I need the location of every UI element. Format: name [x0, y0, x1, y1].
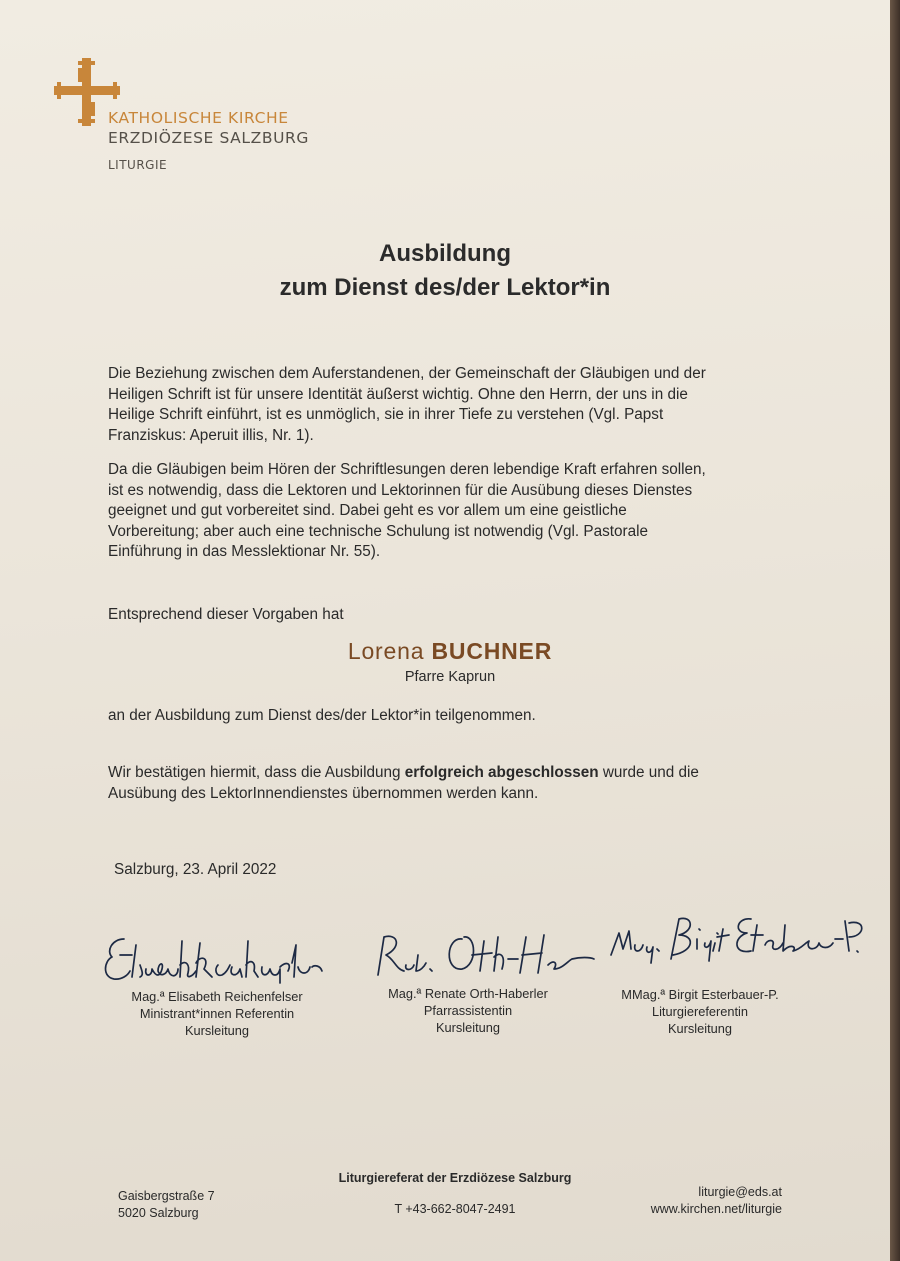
recipient-name [0, 638, 900, 665]
signatory-role: Liturgiereferentin [651, 1004, 749, 1019]
recipient-first-name: Lorena [347, 638, 425, 664]
paragraph-line: Die Beziehung zwischen dem Auferstandenen, der Gemeinschaft der Gläubigen und der [108, 365, 706, 382]
participation-text: an der Ausbildung zum Dienst des/der Lektor*in teilgenommen. [108, 707, 536, 724]
signature-orth-haberler-icon [368, 925, 596, 983]
footer-phone: T +43-662-8047-2491 [394, 1202, 516, 1216]
footer-organization: Liturgiereferat der Erzdiözese Salzburg [338, 1171, 572, 1185]
signature-reichenfelser-icon [100, 925, 340, 987]
recipient-parish: Pfarre Kaprun [404, 669, 496, 685]
paragraph-line: ist es notwendig, dass die Lektoren und Lektorinnen für die Ausübung dieses Dienstes [108, 481, 693, 499]
signatory-role: Pfarrassistentin [423, 1003, 513, 1018]
signatory-reichenfelser [97, 988, 337, 1039]
footer-city: 5020 Salzburg [118, 1206, 199, 1220]
signatory-function: Kursleitung [667, 1021, 733, 1036]
paragraph-line: Vorbereitung; aber auch eine technische Schulung ist notwendig (Vgl. Pastorale [108, 522, 648, 540]
paragraph-line: Einführung in das Messlektionar Nr. 55). [108, 543, 381, 560]
paragraph-line: Franziskus: Aperuit illis, Nr. 1). [108, 426, 314, 444]
place-date: Salzburg, 23. April 2022 [114, 861, 277, 878]
recipient-last-name: BUCHNER [431, 638, 553, 664]
page-edge-background [890, 0, 900, 1261]
footer-email: liturgie@eds.at [698, 1185, 782, 1199]
signatory-role: Ministrant*innen Referentin [139, 1006, 295, 1021]
footer-street: Gaisbergstraße 7 [118, 1189, 215, 1203]
signatory-name: MMag.ª Birgit Esterbauer-P. [621, 987, 779, 1002]
confirmation-line1 [108, 763, 808, 784]
signature-esterbauer-icon [605, 905, 867, 967]
paragraph-line: geeignet und gut vorbereitet sind. Dabei geht es vor allem um eine geistliche [108, 502, 627, 519]
confirmation-end: wurde und die [598, 764, 699, 781]
confirmation-bold: erfolgreich abgeschlossen [404, 764, 599, 781]
paragraph-line: Da die Gläubigen beim Hören der Schriftlesungen deren lebendige Kraft erfahren sollen, [108, 461, 706, 478]
confirmation-start: Wir bestätigen hiermit, dass die Ausbildung [108, 764, 405, 781]
paragraph-line: Heilige Schrift einführt, ist es unmöglich, sie in ihrer Tiefe zu verstehen (Vgl. Papst [108, 406, 664, 423]
signatory-function: Kursleitung [435, 1020, 501, 1035]
paragraph-line: Heiligen Schrift ist für unsere Identität äußerst wichtig. Ohne den Herrn, der uns in die [108, 385, 688, 403]
footer-contact [651, 1184, 782, 1218]
confirmation-line2: Ausübung des LektorInnendienstes übernommen werden kann. [108, 784, 539, 802]
signatory-name: Mag.ª Renate Orth-Haberler [388, 986, 548, 1001]
footer-website: www.kirchen.net/liturgie [650, 1202, 782, 1216]
confirmation-text [108, 763, 808, 804]
paragraph-identity [108, 364, 808, 446]
signatory-function: Kursleitung [184, 1023, 250, 1038]
logo-diocese-name: ERZDIÖZESE SALZBURG [108, 129, 310, 147]
signatory-esterbauer [580, 986, 820, 1037]
signatory-orth-haberler [348, 985, 588, 1036]
certificate-title: Ausbildung [379, 240, 511, 267]
signatory-name: Mag.ª Elisabeth Reichenfelser [131, 989, 303, 1004]
paragraph-preparation [108, 460, 808, 563]
logo-church-name: KATHOLISCHE KIRCHE [108, 109, 289, 127]
logo-department: LITURGIE [108, 158, 168, 172]
certificate-subtitle: zum Dienst des/der Lektor*in [279, 274, 611, 301]
intro-text: Entsprechend dieser Vorgaben hat [108, 606, 344, 623]
